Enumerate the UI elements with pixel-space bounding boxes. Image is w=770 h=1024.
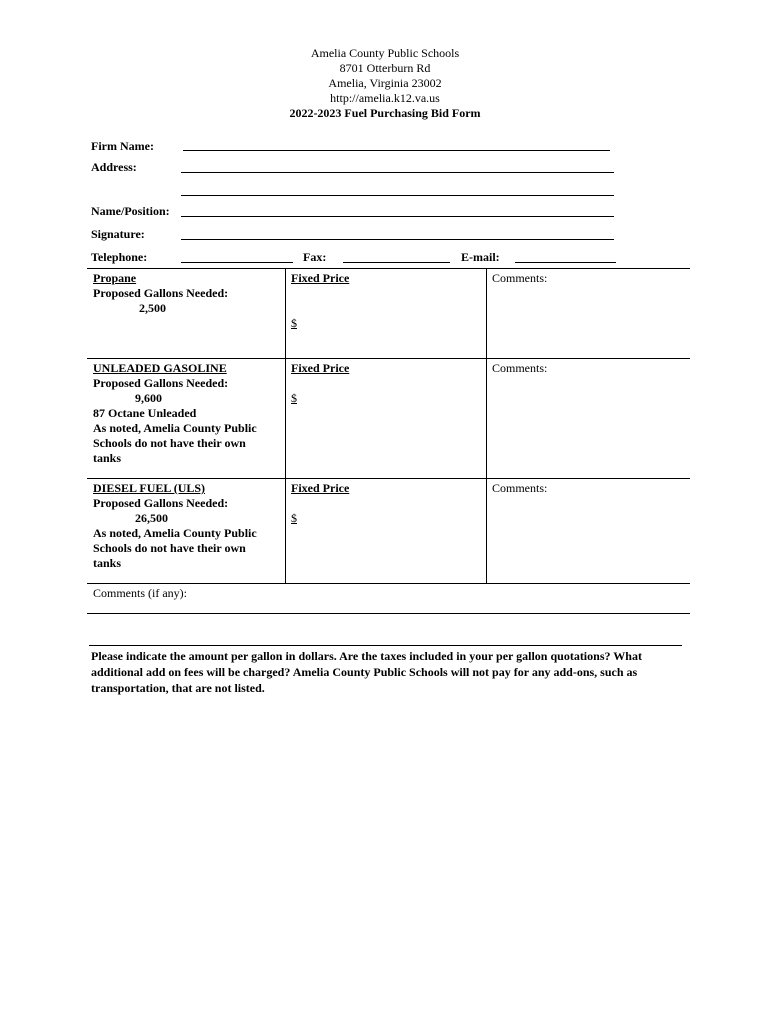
product-note: Schools do not have their own: [93, 436, 246, 450]
row-divider-3: [87, 583, 690, 584]
fax-line[interactable]: [343, 262, 450, 263]
gallons-label: Proposed Gallons Needed:: [93, 286, 229, 300]
name-position-line[interactable]: [181, 216, 614, 217]
footer-divider: [89, 645, 682, 646]
product-note: tanks: [93, 556, 122, 570]
table-row: [93, 271, 281, 316]
comments-label[interactable]: Comments:: [492, 361, 548, 375]
telephone-label: Telephone:: [91, 250, 148, 264]
dollar-input[interactable]: $: [291, 511, 297, 525]
address-line-1[interactable]: [181, 172, 614, 173]
gallons-value: 26,500: [135, 511, 168, 525]
table-bottom-border: [87, 613, 690, 614]
dollar-input[interactable]: $: [291, 316, 297, 330]
form-title: 2022-2023 Fuel Purchasing Bid Form: [289, 106, 481, 120]
org-name: Amelia County Public Schools: [310, 46, 460, 60]
telephone-line[interactable]: [181, 262, 293, 263]
product-note: As noted, Amelia County Public: [93, 421, 257, 435]
product-note: 87 Octane Unleaded: [93, 406, 197, 420]
fax-label: Fax:: [303, 250, 327, 264]
product-note: Schools do not have their own: [93, 541, 246, 555]
address-label: Address:: [91, 160, 137, 174]
column-divider-1: [285, 268, 286, 583]
row-divider-1: [87, 358, 690, 359]
signature-line[interactable]: [181, 239, 614, 240]
email-label: E-mail:: [461, 250, 500, 264]
signature-label: Signature:: [91, 227, 145, 241]
footer-instructions: Please indicate the amount per gallon in dollars. Are the taxes included in your per gallon quotations? What additional add on fees will be charged? Amelia County Public Schools will not pay for any add-ons, such as transportation, that are not listed.: [91, 649, 642, 695]
firm-name-label: Firm Name:: [91, 139, 154, 153]
city-address: Amelia, Virginia 23002: [328, 76, 442, 90]
website-url[interactable]: http://amelia.k12.va.us: [330, 91, 440, 105]
dollar-input[interactable]: $: [291, 391, 297, 405]
gallons-label: Proposed Gallons Needed:: [93, 376, 229, 390]
table-top-border: [87, 268, 690, 269]
product-name: Propane: [93, 271, 137, 285]
firm-name-line[interactable]: [183, 150, 610, 151]
gallons-value: 9,600: [135, 391, 162, 405]
email-line[interactable]: [515, 262, 616, 263]
row-divider-2: [87, 478, 690, 479]
product-note: tanks: [93, 451, 122, 465]
product-name: UNLEADED GASOLINE: [93, 361, 227, 375]
fixed-price-label: Fixed Price: [291, 361, 350, 375]
name-position-label: Name/Position:: [91, 204, 170, 218]
product-name: DIESEL FUEL (ULS): [93, 481, 206, 495]
street-address: 8701 Otterburn Rd: [339, 61, 431, 75]
gallons-label: Proposed Gallons Needed:: [93, 496, 229, 510]
comments-label[interactable]: Comments:: [492, 271, 548, 285]
fixed-price-label: Fixed Price: [291, 481, 350, 495]
address-line-2[interactable]: [181, 195, 614, 196]
column-divider-2: [486, 268, 487, 583]
table-row: [93, 361, 281, 466]
fixed-price-label: Fixed Price: [291, 271, 350, 285]
comments-label[interactable]: Comments:: [492, 481, 548, 495]
document-header: [0, 46, 770, 121]
table-row: [93, 481, 281, 571]
product-note: As noted, Amelia County Public: [93, 526, 257, 540]
general-comments-label[interactable]: Comments (if any):: [93, 586, 187, 600]
gallons-value: 2,500: [139, 301, 166, 315]
